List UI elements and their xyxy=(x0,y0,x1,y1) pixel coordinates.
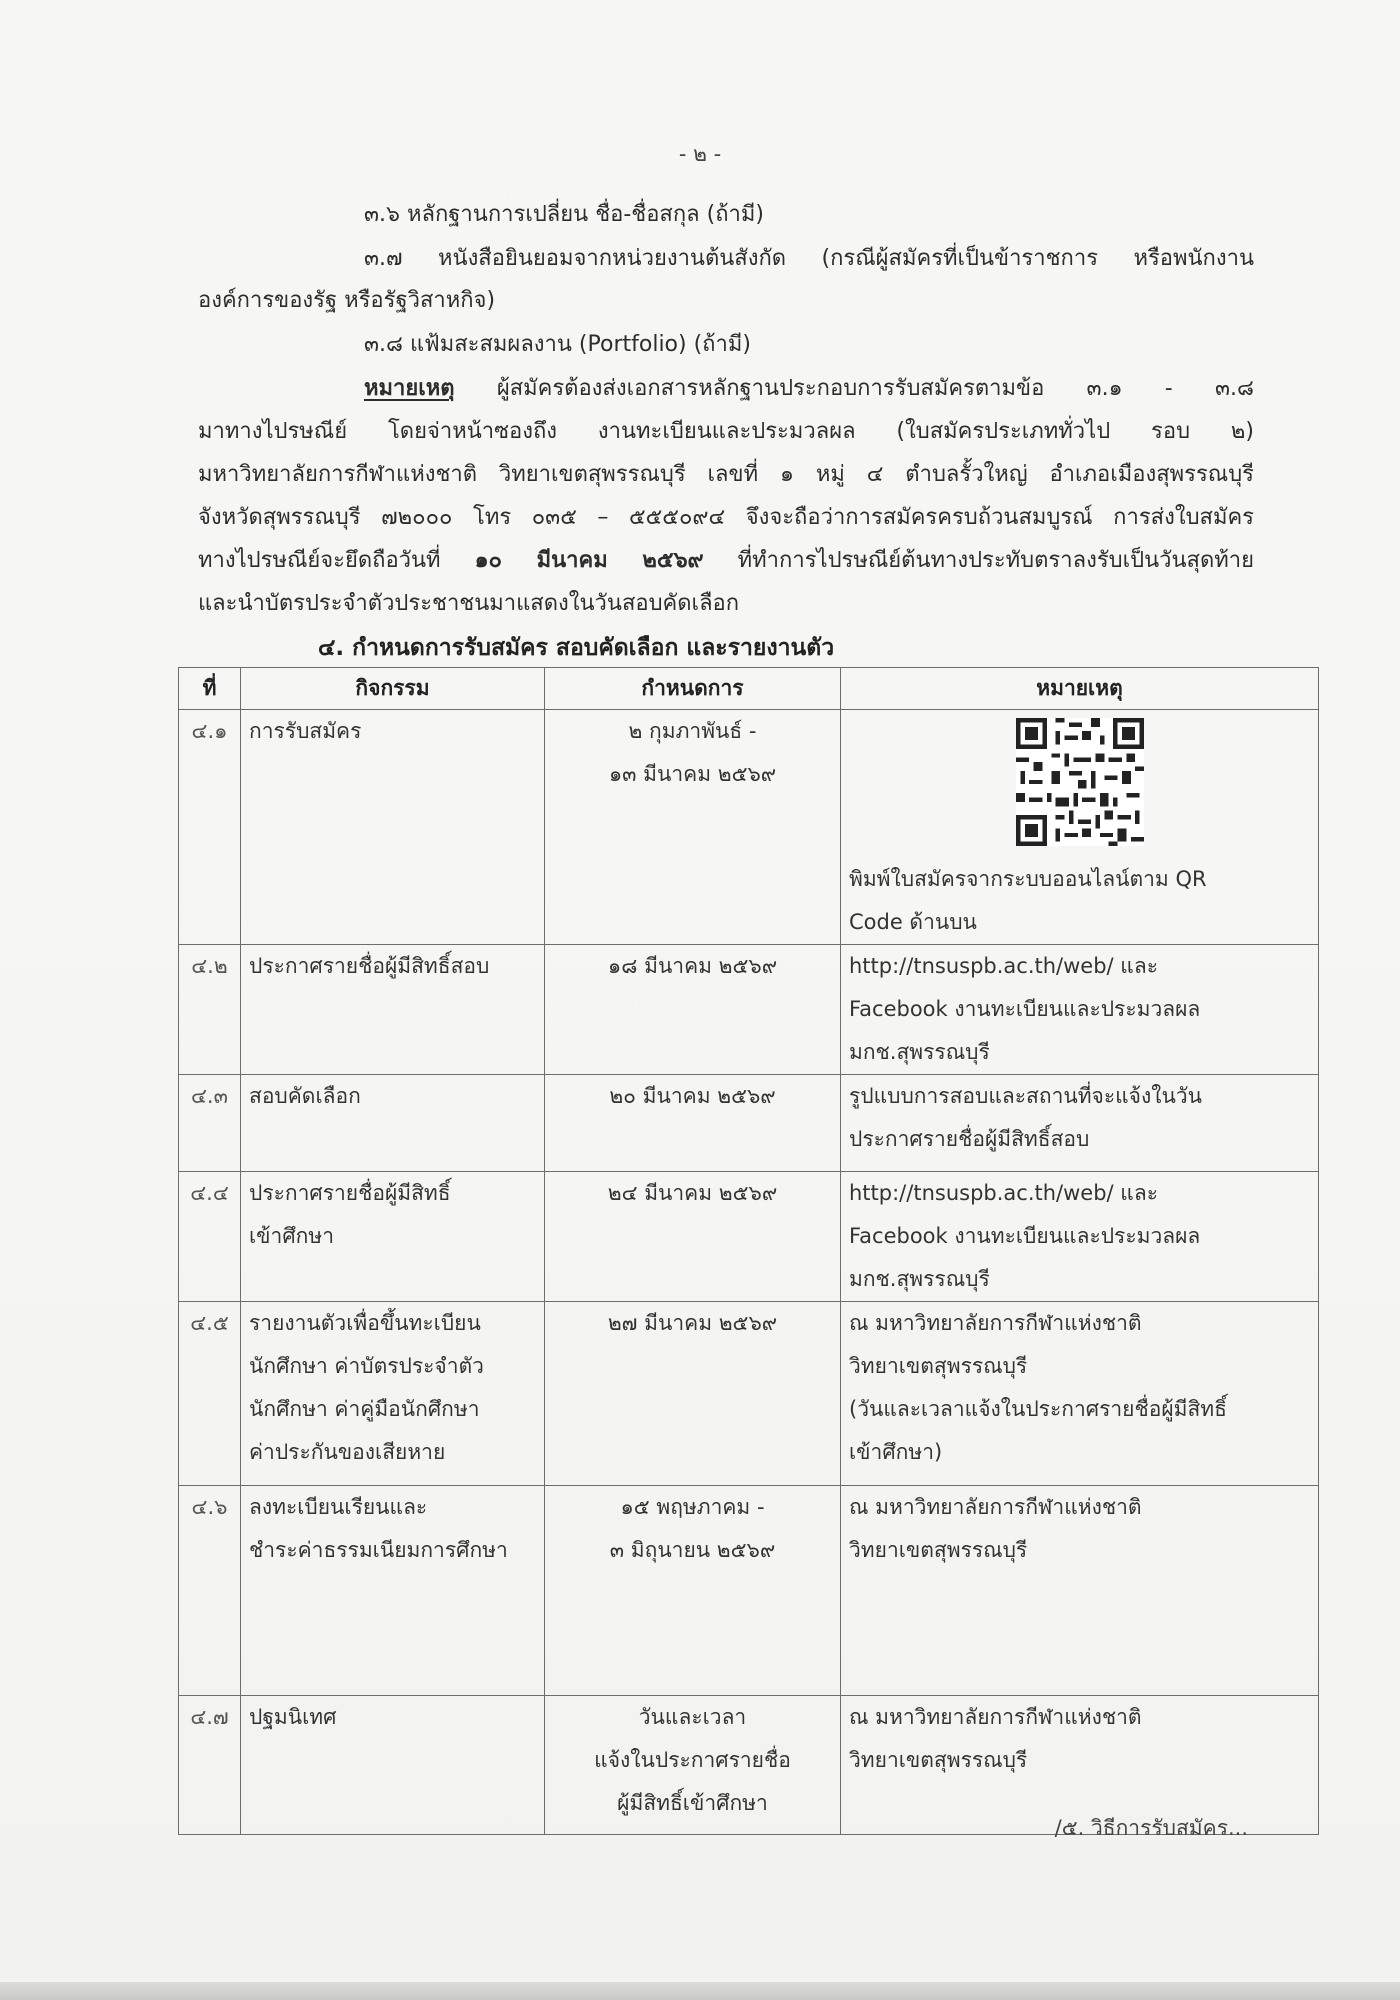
item-3-6: ๓.๖ หลักฐานการเปลี่ยน ชื่อ-ชื่อสกุล (ถ้ามี) xyxy=(364,202,764,227)
remark-cell: ณ มหาวิทยาลัยการกีฬาแห่งชาติ วิทยาเขตสุพรรณบุรี xyxy=(841,1486,1319,1696)
table-row xyxy=(179,1172,1319,1302)
remark-cell: ณ มหาวิทยาลัยการกีฬาแห่งชาติ วิทยาเขตสุพรรณบุรี (วันและเวลาแจ้งในประกาศรายชื่อผู้มีสิทธิ์ เข้าศึกษา) xyxy=(841,1302,1319,1486)
row-number: ๔.๗ xyxy=(179,1696,241,1835)
activity-cell: ลงทะเบียนเรียนและ ชำระค่าธรรมเนียมการศึกษา xyxy=(241,1486,545,1696)
table-row xyxy=(179,1302,1319,1486)
note-line-3: มหาวิทยาลัยการกีฬาแห่งชาติ วิทยาเขตสุพรรณบุรี เลขที่ ๑ หมู่ ๔ ตำบลรั้วใหญ่ อำเภอเมืองสุพรรณบุรี xyxy=(198,462,1254,487)
note-line-5-pre: ทางไปรษณีย์จะยึดถือวันที่ xyxy=(198,548,475,573)
date-cell: ๒ กุมภาพันธ์ - ๑๓ มีนาคม ๒๕๖๙ xyxy=(545,710,841,945)
note-label: หมายเหตุ xyxy=(364,376,455,401)
date-cell: ๒๐ มีนาคม ๒๕๖๙ xyxy=(545,1075,841,1172)
activity-cell: สอบคัดเลือก xyxy=(241,1075,545,1172)
activity-cell: ประกาศรายชื่อผู้มีสิทธิ์สอบ xyxy=(241,945,545,1075)
item-3-8: ๓.๘ แฟ้มสะสมผลงาน (Portfolio) (ถ้ามี) xyxy=(364,332,751,357)
activity-cell: การรับสมัคร xyxy=(241,710,545,945)
note-line-5 xyxy=(198,542,1254,577)
header-remark: หมายเหตุ xyxy=(841,668,1319,710)
activity-cell: ปฐมนิเทศ xyxy=(241,1696,545,1835)
remark-cell xyxy=(841,710,1319,945)
note-line-4: จังหวัดสุพรรณบุรี ๗๒๐๐๐ โทร ๐๓๕ – ๕๕๕๐๙๔ จึงจะถือว่าการสมัครครบถ้วนสมบูรณ์ การส่งใบสมัคร xyxy=(198,505,1254,530)
continuation-footer: /๕. วิธีการรับสมัคร... xyxy=(1054,1816,1248,1840)
page-bottom-edge xyxy=(0,1982,1400,2000)
header-activity: กิจกรรม xyxy=(241,668,545,710)
activity-cell: ประกาศรายชื่อผู้มีสิทธิ์ เข้าศึกษา xyxy=(241,1172,545,1302)
row-number: ๔.๖ xyxy=(179,1486,241,1696)
table-row xyxy=(179,945,1319,1075)
section-4-title: ๔. กำหนดการรับสมัคร สอบคัดเลือก และรายงานตัว xyxy=(318,635,835,661)
table-row xyxy=(179,1075,1319,1172)
row-number: ๔.๕ xyxy=(179,1302,241,1486)
item-3-7-line-2: องค์การของรัฐ หรือรัฐวิสาหกิจ) xyxy=(198,288,496,313)
deadline-date: ๑๐ มีนาคม ๒๕๖๙ xyxy=(474,548,704,573)
note-line-1 xyxy=(364,370,1254,405)
row-number: ๔.๑ xyxy=(179,710,241,945)
row-number: ๔.๓ xyxy=(179,1075,241,1172)
date-cell: ๑๕ พฤษภาคม - ๓ มิถุนายน ๒๕๖๙ xyxy=(545,1486,841,1696)
table-row xyxy=(179,710,1319,945)
row-number: ๔.๒ xyxy=(179,945,241,1075)
qr-code-container xyxy=(849,710,1310,858)
date-cell: ๒๗ มีนาคม ๒๕๖๙ xyxy=(545,1302,841,1486)
date-cell: วันและเวลา แจ้งในประกาศรายชื่อ ผู้มีสิทธิ์เข้าศึกษา xyxy=(545,1696,841,1835)
header-schedule: กำหนดการ xyxy=(545,668,841,710)
qr-code-icon[interactable] xyxy=(1016,718,1144,846)
table-row xyxy=(179,1486,1319,1696)
remark-cell: http://tnsuspb.ac.th/web/ และ Facebook งานทะเบียนและประมวลผล มกช.สุพรรณบุรี xyxy=(841,1172,1319,1302)
item-3-7-line-1: ๓.๗ หนังสือยินยอมจากหน่วยงานต้นสังกัด (กรณีผู้สมัครที่เป็นข้าราชการ หรือพนักงาน xyxy=(364,246,1254,271)
date-cell: ๒๔ มีนาคม ๒๕๖๙ xyxy=(545,1172,841,1302)
remark-cell: รูปแบบการสอบและสถานที่จะแจ้งในวัน ประกาศรายชื่อผู้มีสิทธิ์สอบ xyxy=(841,1075,1319,1172)
note-line-6: และนำบัตรประจำตัวประชาชนมาแสดงในวันสอบคัดเลือก xyxy=(198,591,740,616)
header-no: ที่ xyxy=(179,668,241,710)
page-number: - ๒ - xyxy=(678,142,722,166)
row-number: ๔.๔ xyxy=(179,1172,241,1302)
remark-text: พิมพ์ใบสมัครจากระบบออนไลน์ตาม QR Code ด้านบน xyxy=(849,867,1207,934)
note-line-1-text: ผู้สมัครต้องส่งเอกสารหลักฐานประกอบการรับสมัครตามข้อ ๓.๑ - ๓.๘ xyxy=(454,376,1254,401)
remark-cell: http://tnsuspb.ac.th/web/ และ Facebook งานทะเบียนและประมวลผล มกช.สุพรรณบุรี xyxy=(841,945,1319,1075)
activity-cell: รายงานตัวเพื่อขึ้นทะเบียน นักศึกษา ค่าบัตรประจำตัว นักศึกษา ค่าคู่มือนักศึกษา ค่าประกันของเสียหาย xyxy=(241,1302,545,1486)
note-line-5-post: ที่ทำการไปรษณีย์ต้นทางประทับตราลงรับเป็นวันสุดท้าย xyxy=(703,548,1254,573)
table-header-row xyxy=(179,668,1319,710)
remark-cell: ณ มหาวิทยาลัยการกีฬาแห่งชาติ วิทยาเขตสุพรรณบุรี xyxy=(841,1696,1319,1835)
note-line-2: มาทางไปรษณีย์ โดยจ่าหน้าซองถึง งานทะเบียนและประมวลผล (ใบสมัครประเภททั่วไป รอบ ๒) xyxy=(198,419,1254,444)
schedule-table xyxy=(178,667,1319,1835)
date-cell: ๑๘ มีนาคม ๒๕๖๙ xyxy=(545,945,841,1075)
